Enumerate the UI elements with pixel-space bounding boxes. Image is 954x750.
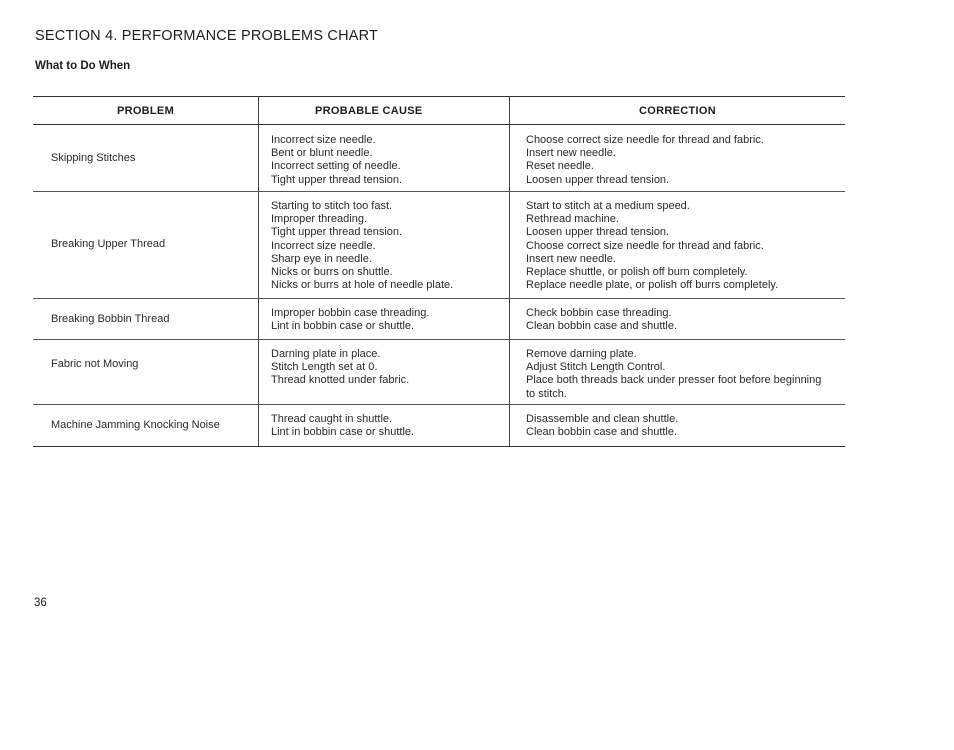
cause-line: Thread knotted under fabric. <box>271 374 410 387</box>
correction-line: Adjust Stitch Length Control. <box>526 361 666 374</box>
problem-cell: Skipping Stitches <box>51 152 136 165</box>
problem-cell: Machine Jamming Knocking Noise <box>51 419 220 432</box>
correction-line: Check bobbin case threading. <box>526 307 672 319</box>
correction-line: Remove darning plate. <box>526 348 637 360</box>
problem-cell: Breaking Upper Thread <box>51 238 166 251</box>
correction-line: Clean bobbin case and shuttle. <box>526 426 678 439</box>
table-row <box>33 299 845 340</box>
correction-cell <box>509 192 845 298</box>
table-row <box>33 192 845 299</box>
cause-line: Starting to stitch too fast. <box>271 200 393 212</box>
cause-line: Sharp eye in needle. <box>271 252 372 265</box>
correction-line: Place both threads back under presser foot before beginning <box>526 374 822 387</box>
correction-line: Insert new needle. <box>526 147 616 160</box>
cause-cell <box>258 125 509 191</box>
correction-line: Replace shuttle, or polish off burn completely. <box>526 266 748 279</box>
cause-line: Tight upper thread tension. <box>271 173 403 186</box>
page-number: 36 <box>34 597 47 609</box>
correction-cell <box>509 299 845 339</box>
cause-cell <box>258 192 509 298</box>
correction-cell <box>509 125 845 191</box>
cause-line: Incorrect size needle. <box>271 134 376 146</box>
correction-cell <box>509 340 845 404</box>
cause-line: Incorrect setting of needle. <box>271 160 401 173</box>
correction-line: Start to stitch at a medium speed. <box>526 200 690 212</box>
cause-cell <box>258 405 509 446</box>
problem-cell: Fabric not Moving <box>51 358 139 371</box>
table-row <box>33 125 845 192</box>
correction-cell <box>509 405 845 446</box>
cause-line: Thread caught in shuttle. <box>271 413 393 425</box>
table-row <box>33 340 845 405</box>
correction-line: Choose correct size needle for thread and fabric. <box>526 134 764 146</box>
correction-line: Clean bobbin case and shuttle. <box>526 320 678 333</box>
header-problem: PROBLEM <box>116 104 175 117</box>
header-probable-cause: PROBABLE CAUSE <box>258 97 509 124</box>
correction-line: Loosen upper thread tension. <box>526 226 670 239</box>
correction-line: Insert new needle. <box>526 252 616 265</box>
correction-line: to stitch. <box>526 387 567 400</box>
cause-line: Incorrect size needle. <box>271 239 376 252</box>
cause-line: Nicks or burrs at hole of needle plate. <box>271 279 454 292</box>
cause-line: Stitch Length set at 0. <box>271 361 378 374</box>
cause-line: Darning plate in place. <box>271 348 381 360</box>
correction-line: Disassemble and clean shuttle. <box>526 413 679 425</box>
cause-line: Lint in bobbin case or shuttle. <box>271 426 415 439</box>
correction-line: Loosen upper thread tension. <box>526 173 670 186</box>
cause-line: Improper bobbin case threading. <box>271 307 430 319</box>
table-header-row <box>33 97 845 125</box>
subtitle: What to Do When <box>35 60 131 72</box>
cause-line: Improper threading. <box>271 213 367 226</box>
cause-cell <box>258 299 509 339</box>
problem-cell: Breaking Bobbin Thread <box>51 312 170 325</box>
cause-line: Tight upper thread tension. <box>271 226 403 239</box>
performance-problems-table <box>33 96 845 447</box>
correction-line: Rethread machine. <box>526 213 619 226</box>
cause-cell <box>258 340 509 404</box>
table-row <box>33 405 845 446</box>
section-title: SECTION 4. PERFORMANCE PROBLEMS CHART <box>35 28 379 44</box>
correction-line: Reset needle. <box>526 160 594 173</box>
cause-line: Lint in bobbin case or shuttle. <box>271 320 415 333</box>
header-correction: CORRECTION <box>509 97 845 124</box>
cause-line: Nicks or burrs on shuttle. <box>271 266 393 279</box>
cause-line: Bent or blunt needle. <box>271 147 373 160</box>
correction-line: Choose correct size needle for thread and fabric. <box>526 239 764 252</box>
correction-line: Replace needle plate, or polish off burrs completely. <box>526 279 779 292</box>
